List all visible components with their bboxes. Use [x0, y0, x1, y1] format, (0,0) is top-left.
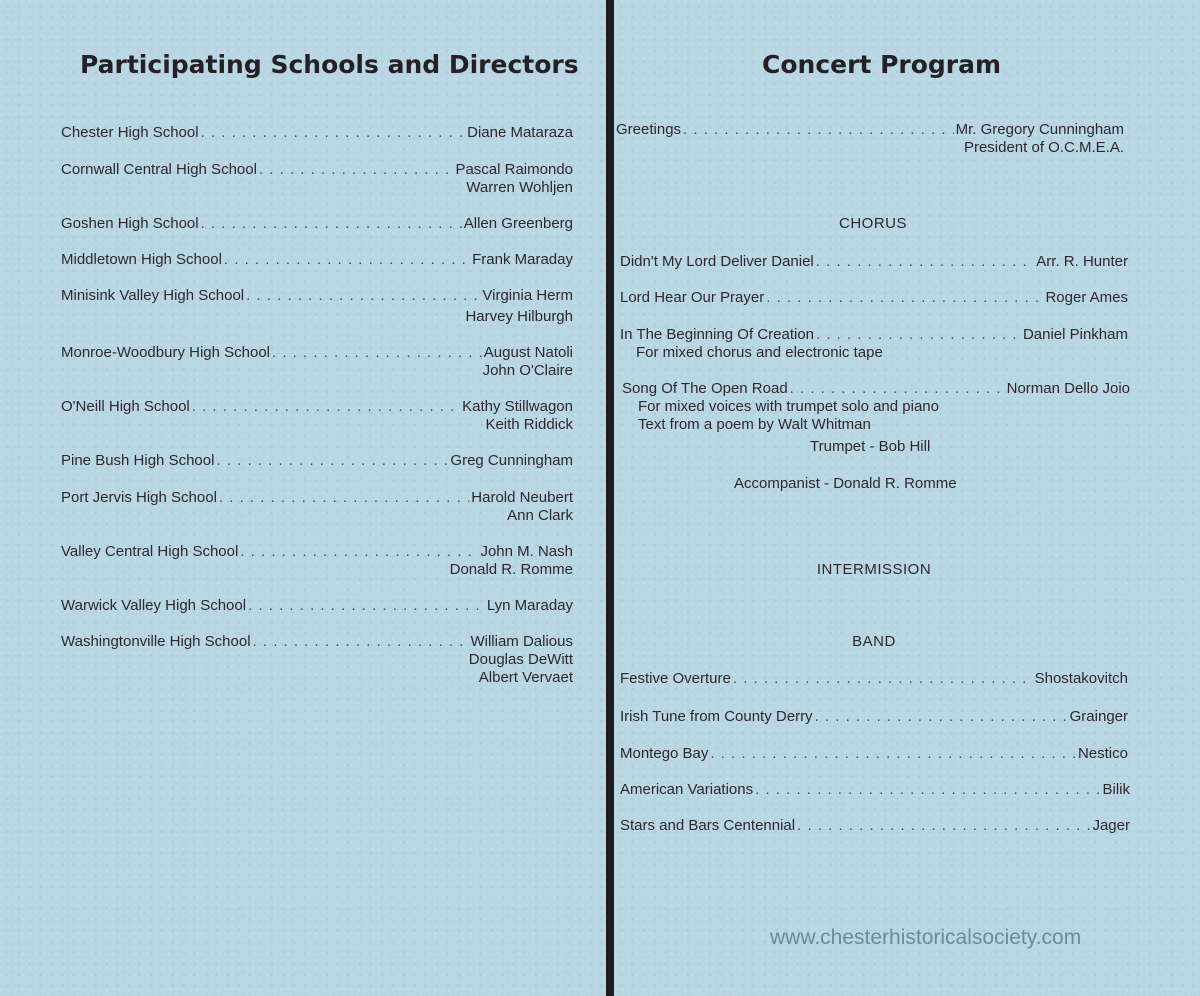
dot-leader: [755, 781, 1100, 799]
composer-name: Nestico: [1077, 745, 1128, 762]
director-name: Virginia Herm: [482, 287, 573, 304]
school-entry: [61, 344, 573, 380]
school-name: Warwick Valley High School: [61, 597, 247, 614]
trumpet-credit: Trumpet - Bob Hill: [810, 438, 931, 455]
greetings-entry: [616, 121, 1124, 157]
piece-title: Stars and Bars Centennial: [620, 817, 796, 834]
accompanist-credit: Accompanist - Donald R. Romme: [734, 475, 957, 492]
dot-leader: [710, 745, 1076, 763]
school-name: Valley Central High School: [61, 543, 239, 560]
director-name: John M. Nash: [480, 543, 573, 560]
dot-leader: [219, 489, 469, 507]
composer-name: Norman Dello Joio: [1006, 380, 1130, 397]
director-name: William Dalious: [470, 633, 573, 650]
director-name: Keith Riddick: [485, 416, 573, 433]
piece-note: For mixed voices with trumpet solo and piano: [638, 398, 939, 415]
intermission-heading: INTERMISSION: [816, 561, 932, 578]
piece-note: For mixed chorus and electronic tape: [636, 344, 883, 361]
right-page: [614, 0, 1200, 996]
piece-title: In The Beginning Of Creation: [620, 326, 815, 343]
school-name: Washingtonville High School: [61, 633, 251, 650]
band-heading: BAND: [852, 633, 896, 650]
director-name: Diane Mataraza: [467, 124, 573, 141]
dot-leader: [815, 708, 1068, 726]
school-entry: [61, 597, 573, 615]
director-name: Greg Cunningham: [450, 452, 573, 469]
director-name: Allen Greenberg: [463, 215, 573, 232]
director-name: Albert Vervaet: [478, 669, 573, 686]
director-name: Douglas DeWitt: [468, 651, 573, 668]
dot-leader: [201, 124, 466, 142]
dot-leader: [248, 597, 485, 615]
director-name: Harold Neubert: [471, 489, 573, 506]
school-entry: [61, 161, 573, 197]
website-watermark: www.chesterhistoricalsociety.com: [770, 926, 1082, 949]
director-name: Ann Clark: [507, 507, 573, 524]
dot-leader: [816, 253, 1035, 271]
composer-name: Grainger: [1069, 708, 1128, 725]
school-entry: [61, 452, 573, 470]
director-name: Lyn Maraday: [486, 597, 573, 614]
piece-title: Festive Overture: [620, 670, 731, 687]
piece-note: Text from a poem by Walt Whitman: [638, 416, 871, 433]
greetings-name: Mr. Gregory Cunningham: [955, 121, 1124, 138]
dot-leader: [733, 670, 1033, 688]
director-name: Donald R. Romme: [449, 561, 573, 578]
dot-leader: [816, 326, 1021, 344]
piece-title: American Variations: [620, 781, 754, 798]
school-entry: [61, 633, 573, 687]
dot-leader: [224, 251, 470, 269]
dot-leader: [192, 398, 460, 416]
director-name: Frank Maraday: [472, 251, 573, 268]
school-name: Chester High School: [61, 124, 199, 141]
piece-title: Montego Bay: [620, 745, 709, 762]
director-name: Warren Wohljen: [466, 179, 573, 196]
school-name: Cornwall Central High School: [61, 161, 257, 178]
chorus-heading: CHORUS: [838, 215, 907, 232]
program-item: [620, 253, 1128, 271]
program-item: [620, 708, 1128, 726]
dot-leader: [253, 633, 469, 651]
dot-leader: [272, 344, 482, 362]
school-name: Monroe-Woodbury High School: [61, 344, 270, 361]
greetings-role: President of O.C.M.E.A.: [963, 139, 1124, 156]
school-entry: [61, 489, 573, 525]
director-name: Harvey Hilburgh: [465, 308, 573, 325]
piece-title: Didn't My Lord Deliver Daniel: [620, 253, 814, 270]
composer-name: Jager: [1092, 817, 1130, 834]
program-title: Concert Program: [762, 50, 1002, 79]
school-name: O'Neill High School: [61, 398, 190, 415]
composer-name: Shostakovitch: [1034, 670, 1128, 687]
school-entry: [61, 398, 573, 434]
composer-name: Roger Ames: [1045, 289, 1128, 306]
program-item: [622, 380, 1130, 434]
piece-title: Song Of The Open Road: [622, 380, 788, 397]
school-entry: [61, 543, 573, 579]
dot-leader: [259, 161, 454, 179]
program-item: [620, 745, 1128, 763]
schools-title: Participating Schools and Directors: [80, 50, 579, 79]
dot-leader: [240, 543, 478, 561]
director-name: John O'Claire: [482, 362, 573, 379]
school-name: Minisink Valley High School: [61, 287, 245, 304]
dot-leader: [201, 215, 462, 233]
director-name: Kathy Stillwagon: [462, 398, 573, 415]
school-name: Pine Bush High School: [61, 452, 215, 469]
school-entry: [61, 251, 573, 269]
composer-name: Daniel Pinkham: [1022, 326, 1128, 343]
program-item: [620, 670, 1128, 688]
dot-leader: [790, 380, 1005, 398]
school-name: Middletown High School: [61, 251, 222, 268]
school-name: Port Jervis High School: [61, 489, 217, 506]
school-entry: [61, 215, 573, 233]
composer-name: Arr. R. Hunter: [1036, 253, 1128, 270]
school-name: Goshen High School: [61, 215, 199, 232]
program-item: [620, 326, 1128, 362]
school-entry: [61, 124, 573, 142]
school-entry: [61, 287, 573, 326]
program-item: [620, 781, 1130, 799]
piece-title: Lord Hear Our Prayer: [620, 289, 765, 306]
composer-name: Bilik: [1102, 781, 1130, 798]
dot-leader: [246, 287, 480, 305]
director-name: Pascal Raimondo: [455, 161, 573, 178]
dot-leader: [766, 289, 1043, 307]
dot-leader: [797, 817, 1090, 835]
greetings-label: Greetings: [616, 121, 682, 138]
program-item: [620, 289, 1128, 307]
dot-leader: [683, 121, 954, 139]
piece-title: Irish Tune from County Derry: [620, 708, 813, 725]
director-name: August Natoli: [483, 344, 573, 361]
program-item: [620, 817, 1130, 835]
dot-leader: [216, 452, 448, 470]
